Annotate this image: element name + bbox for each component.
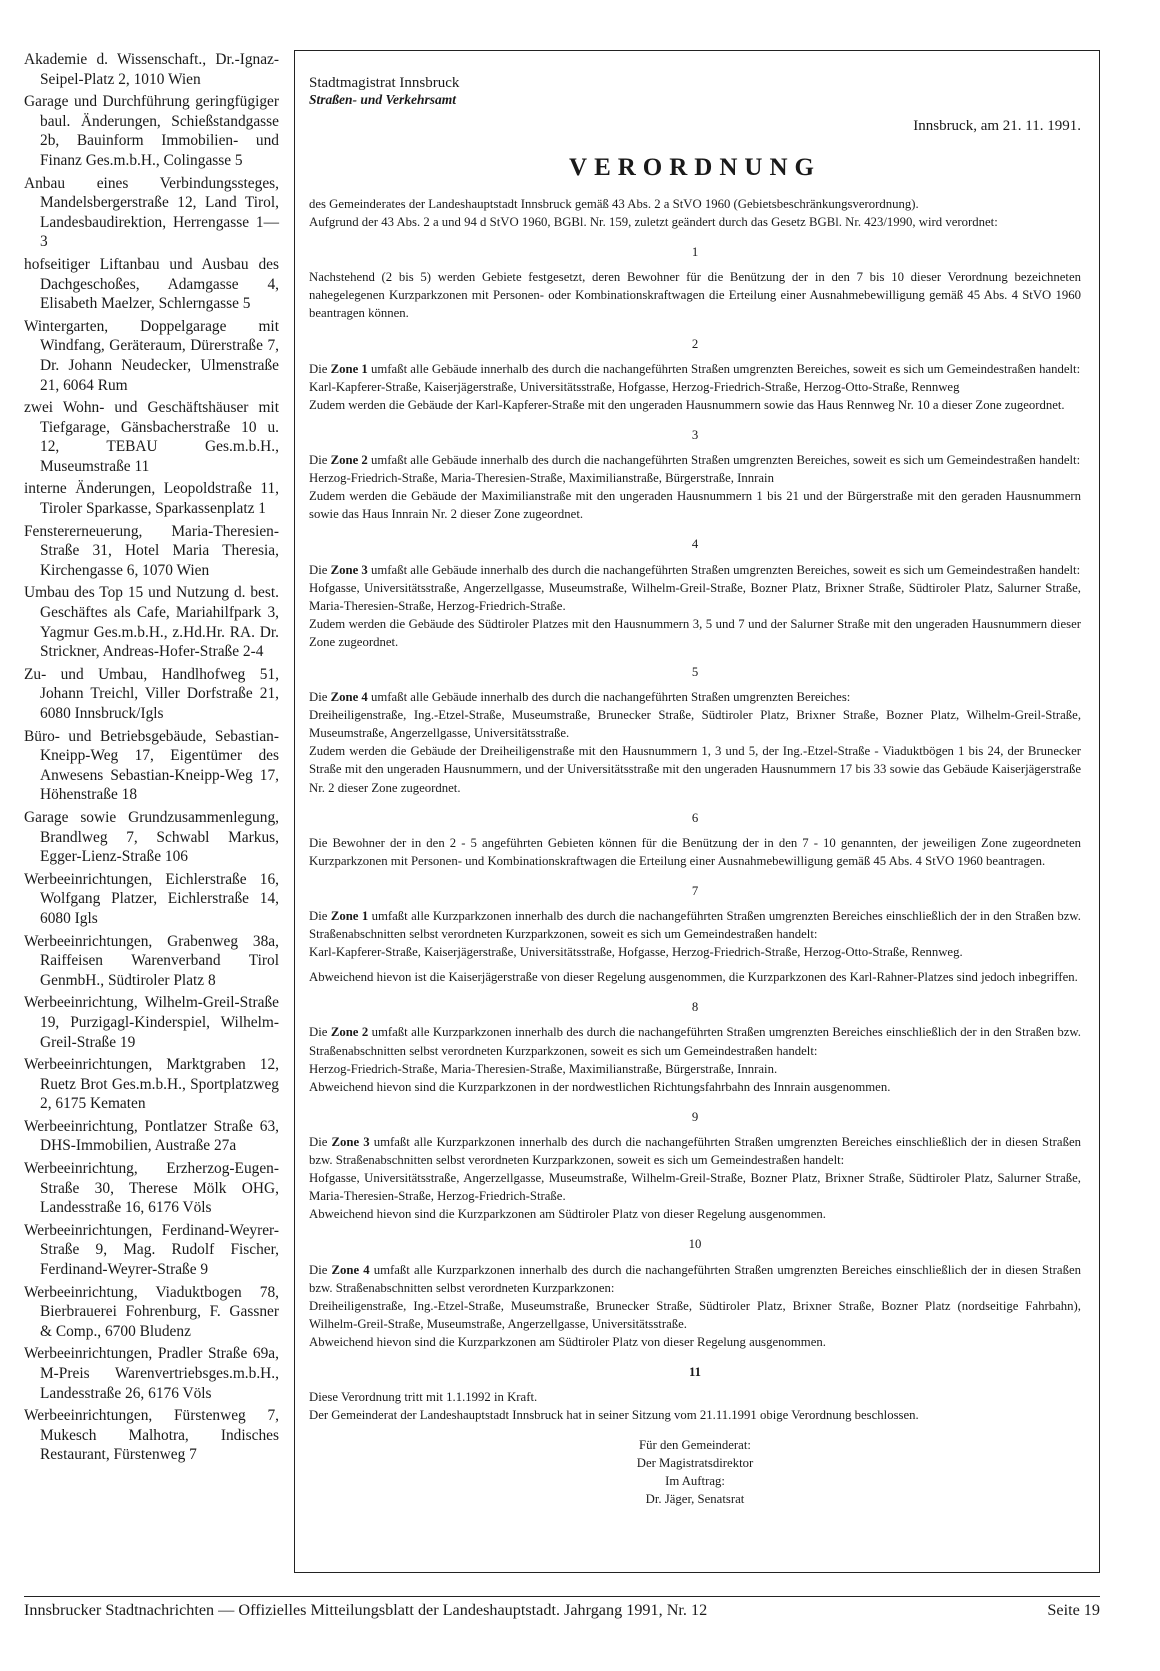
permit-entry: Fenstererneuerung, Maria-Theresien-Straße 31, Hotel Maria Theresia, Kirchengasse 6, 1070 Wien (24, 522, 279, 579)
permit-entry: Werbeeinrichtungen, Eichlerstraße 16, Wolfgang Platzer, Eichlerstraße 14, 6080 Igls (24, 870, 279, 927)
zone-label: Zone 2 (330, 1025, 369, 1040)
permit-entry: Anbau eines Verbindungssteges, Mandelsbergerstraße 12, Land Tirol, Landesbaudirektion, Herrengasse 1—3 (24, 174, 279, 251)
section-paragraph: Karl-Kapferer-Straße, Kaiserjägerstraße, Universitätsstraße, Hofgasse, Herzog-Friedrich-Straße, Herzog-Otto-Straße, Rennweg. (309, 945, 963, 960)
section-number: 6 (691, 810, 699, 825)
department: Straßen- und Verkehrsamt (309, 92, 457, 107)
section-number: 3 (691, 427, 699, 442)
permit-entry: Zu- und Umbau, Handlhofweg 51, Johann Treichl, Viller Dorfstraße 21, 6080 Innsbruck/Igls (24, 665, 279, 722)
permit-entry: Werbeeinrichtung, Pontlatzer Straße 63, DHS-Immobilien, Austraße 27a (24, 1117, 279, 1155)
section-paragraph: Die Zone 4 umfaßt alle Kurzparkzonen innerhalb des durch die nachangeführten Straßen umgrenzten Bereiches einschließlich der in diesen Straßen bzw. Straßenabschnitten selbst verordneten Kurzparkzonen: (309, 1262, 1081, 1295)
permit-entry: Werbeeinrichtungen, Ferdinand-Weyrer-Straße 9, Mag. Rudolf Fischer, Ferdinand-Weyrer-Straße 9 (24, 1221, 279, 1279)
section-paragraph: Zudem werden die Gebäude des Südtiroler Platzes mit den Hausnummern 3, 5 und 7 und der Salurner Straße mit den ungeraden Hausnummern dieser Zone zugeordnet. (309, 616, 1081, 649)
page-footer (24, 1596, 1100, 1620)
permit-entry: zwei Wohn- und Geschäftshäuser mit Tiefgarage, Gänsbacherstraße 10 u. 12, TEBAU Ges.m.b.H., Museumstraße 11 (24, 399, 279, 475)
section-number: 1 (691, 245, 699, 260)
zone-label: Zone 3 (331, 1134, 370, 1149)
authority: Stadtmagistrat Innsbruck (309, 75, 460, 91)
permit-entry: Umbau des Top 15 und Nutzung d. best. Geschäftes als Cafe, Mariahilfpark 3, Yagmur Ges.m.b.H., z.Hd.Hr. RA. Dr. Strickner, Andreas-Hofer-Straße 2-4 (24, 584, 279, 661)
section-paragraph: Hofgasse, Universitätsstraße, Angerzellgasse, Museumstraße, Wilhelm-Greil-Straße, Bozner Platz, Brixner Straße, Südtiroler Platz, Salurner Straße, Maria-Theresien-Straße, Herzog-Friedrich-Straße. (309, 1171, 1081, 1204)
signature-line: Für den Gemeinderat: (639, 1438, 751, 1453)
signature-line: Im Auftrag: (665, 1474, 725, 1489)
section-paragraph: Herzog-Friedrich-Straße, Maria-Theresien-Straße, Maximilianstraße, Bürgerstraße, Innrain. (309, 1061, 778, 1076)
permit-entry: Werbeeinrichtung, Viaduktbogen 78, Bierbrauerei Fohrenburg, F. Gassner & Comp., 6700 Bludenz (24, 1283, 279, 1340)
signature-line: Dr. Jäger, Senatsrat (645, 1492, 745, 1507)
section-number: 10 (688, 1237, 702, 1252)
section-paragraph: Karl-Kapferer-Straße, Kaiserjägerstraße, Universitätsstraße, Hofgasse, Herzog-Friedrich-Straße, Herzog-Otto-Straße, Rennweg (309, 379, 960, 394)
ordinance-box (294, 50, 1100, 1573)
section-paragraph: Die Zone 3 umfaßt alle Kurzparkzonen innerhalb des durch die nachangeführten Straßen umgrenzten Bereiches einschließlich der in diesen Straßen bzw. Straßenabschnitten selbst verordneten Kurzparkzonen, soweit es sich um Gemeindestraßen handelt: (309, 1134, 1081, 1168)
section-paragraph: Die Bewohner der in den 2 - 5 angeführten Gebieten können für die Benützung der in den 7 - 10 genannten, der jeweiligen Zone zugeordneten Kurzparkzonen mit Personen- und Kombinationskraftwagen die Erteilung einer Ausnahmebewilligung gemäß 45 Abs. 4 StVO 1960 beantragen. (309, 835, 1081, 868)
permit-entry: hofseitiger Liftanbau und Ausbau des Dachgeschoßes, Adamgasse 4, Elisabeth Maelzer, Schlerngasse 5 (24, 255, 279, 313)
section-paragraph: Herzog-Friedrich-Straße, Maria-Theresien-Straße, Maximilianstraße, Bürgerstraße, Innrain (309, 471, 774, 486)
section-number: 9 (691, 1109, 699, 1124)
zone-label: Zone 1 (330, 361, 368, 376)
section-paragraph: Abweichend hievon sind die Kurzparkzonen am Südtiroler Platz von dieser Regelung ausgenommen. (309, 1207, 826, 1222)
paragraph-gap (309, 961, 1081, 968)
permit-entry: Werbeeinrichtungen, Pradler Straße 69a, M-Preis Warenvertriebsges.m.b.H., Landesstraße 26, 6176 Völs (24, 1345, 279, 1402)
section-paragraph: Die Zone 3 umfaßt alle Gebäude innerhalb des durch die nachangeführten Straßen umgrenzten Bereiches, soweit es sich um Gemeindestraßen handelt: (309, 562, 1081, 577)
permit-entry: Werbeeinrichtung, Wilhelm-Greil-Straße 19, Purzigagl-Kinderspiel, Wilhelm-Greil-Straße 19 (24, 994, 279, 1051)
section-number: 5 (691, 664, 699, 679)
section-paragraph: Die Zone 2 umfaßt alle Gebäude innerhalb des durch die nachangeführten Straßen umgrenzten Bereiches, soweit es sich um Gemeindestraßen handelt: (309, 453, 1081, 468)
section-paragraph: Die Zone 1 umfaßt alle Gebäude innerhalb des durch die nachangeführten Straßen umgrenzten Bereiches, soweit es sich um Gemeindestraßen handelt: (309, 361, 1081, 376)
page-number: Seite 19 (1047, 1601, 1100, 1619)
ordinance-title: VERORDNUNG (569, 154, 821, 181)
permit-entry: Werbeeinrichtungen, Marktgraben 12, Ruetz Brot Ges.m.b.H., Sportplatzweg 2, 6175 Kematen (24, 1056, 279, 1113)
permit-list (24, 50, 279, 1468)
section-paragraph: Die Zone 1 umfaßt alle Kurzparkzonen innerhalb des durch die nachangeführten Straßen umgrenzten Bereiches einschließlich der in den Straßen bzw. Straßenabschnitten selbst verordneten Kurzparkzonen, soweit es sich um Gemeindestraßen handelt: (309, 909, 1081, 942)
section-number: 11 (688, 1364, 702, 1379)
section-paragraph: Abweichend hievon ist die Kaiserjägerstraße von dieser Regelung ausgenommen, die Kurzparkzonen des Karl-Rahner-Platzes sind jedoch inbegriffen. (309, 970, 1078, 985)
permit-entry: Büro- und Betriebsgebäude, Sebastian-Kneipp-Weg 17, Eigentümer des Anwesens Sebastian-Kneipp-Weg 17, Höhenstraße 18 (24, 727, 279, 804)
publication-title: Innsbrucker Stadtnachrichten — Offizielles Mitteilungsblatt der Landeshauptstadt. Jahrgang 1991, Nr. 12 (24, 1601, 708, 1619)
section-paragraph: Abweichend hievon sind die Kurzparkzonen am Südtiroler Platz von dieser Regelung ausgenommen. (309, 1334, 826, 1349)
intro-line: des Gemeinderates der Landeshauptstadt Innsbruck gemäß 43 Abs. 2 a StVO 1960 (Gebietsbeschränkungsverordnung). (309, 197, 919, 211)
section-paragraph: Dreiheiligenstraße, Ing.-Etzel-Straße, Museumstraße, Brunecker Straße, Südtiroler Platz, Brixner Straße, Bozner Platz (nordseitige Fahrbahn), Wilhelm-Greil-Straße, Museumstraße, Angerzellgasse, Universitätsstraße. (309, 1298, 1081, 1331)
permit-entry: Werbeeinrichtungen, Fürstenweg 7, Mukesch Malhotra, Indisches Restaurant, Fürstenweg 7 (24, 1407, 279, 1464)
ordinance-sections (309, 243, 1081, 1424)
date-line: Innsbruck, am 21. 11. 1991. (913, 118, 1081, 134)
permit-entry: Garage sowie Grundzusammenlegung, Brandlweg 7, Schwabl Markus, Egger-Lienz-Straße 106 (24, 808, 279, 866)
section-paragraph: Nachstehend (2 bis 5) werden Gebiete festgesetzt, deren Bewohner für die Benützung der in den 7 bis 10 dieser Verordnung bezeichneten nahegelegenen Kurzparkzonen mit Personen- oder Kombinationskraftwagen die Erteilung einer Ausnahmebewilligung gemäß 45 Abs. 4 StVO 1960 beantragen können. (309, 270, 1081, 321)
permit-entry: interne Änderungen, Leopoldstraße 11, Tiroler Sparkasse, Sparkassenplatz 1 (24, 480, 279, 518)
permit-entry: Werbeeinrichtung, Erzherzog-Eugen-Straße 30, Therese Mölk OHG, Landesstraße 16, 6176 Völs (24, 1160, 279, 1217)
permit-entry: Akademie d. Wissenschaft., Dr.-Ignaz-Seipel-Platz 2, 1010 Wien (24, 51, 279, 88)
signature-line: Der Magistratsdirektor (636, 1456, 754, 1471)
section-number: 7 (691, 883, 699, 898)
section-paragraph: Abweichend hievon sind die Kurzparkzonen in der nordwestlichen Richtungsfahrbahn des Innrain ausgenommen. (309, 1079, 891, 1094)
zone-label: Zone 2 (330, 453, 368, 468)
section-paragraph: Die Zone 4 umfaßt alle Gebäude innerhalb des durch die nachangeführten Straßen umgrenzten Bereiches: (309, 690, 851, 705)
zone-label: Zone 3 (330, 562, 368, 577)
intro-line: Aufgrund der 43 Abs. 2 a und 94 d StVO 1960, BGBl. Nr. 159, zuletzt geändert durch das Gesetz BGBl. Nr. 423/1990, wird verordnet: (309, 215, 998, 230)
zone-label: Zone 4 (331, 1262, 370, 1277)
section-paragraph: Dreiheiligenstraße, Ing.-Etzel-Straße, Museumstraße, Brunecker Straße, Südtiroler Platz, Brixner Straße, Bozner Platz, Wilhelm-Greil-Straße, Museumstraße, Angerzellgasse, Universitätsstraße. (309, 708, 1081, 741)
section-paragraph: Hofgasse, Universitätsstraße, Angerzellgasse, Museumstraße, Wilhelm-Greil-Straße, Bozner Platz, Brixner Straße, Südtiroler Platz, Salurner Straße, Maria-Theresien-Straße, Herzog-Friedrich-Straße. (309, 580, 1081, 613)
section-number: 4 (691, 537, 699, 552)
permit-entry: Wintergarten, Doppelgarage mit Windfang, Geräteraum, Dürerstraße 7, Dr. Johann Neudecker, Ulmenstraße 21, 6064 Rum (24, 317, 279, 394)
signature-block (309, 1436, 1081, 1508)
zone-label: Zone 1 (330, 909, 369, 923)
section-paragraph: Die Zone 2 umfaßt alle Kurzparkzonen innerhalb des durch die nachangeführten Straßen umgrenzten Bereiches einschließlich der in den Straßen bzw. Straßenabschnitten selbst verordneten Kurzparkzonen, soweit es sich um Gemeindestraßen handelt: (309, 1025, 1081, 1058)
section-paragraph: Zudem werden die Gebäude der Karl-Kapferer-Straße mit den ungeraden Hausnummern sowie das Haus Rennweg Nr. 10 a dieser Zone zugeordnet. (309, 397, 1065, 412)
section-paragraph: Zudem werden die Gebäude der Maximilianstraße mit den ungeraden Hausnummern 1 bis 21 und der Bürgerstraße mit den geraden Hausnummern sowie das Haus Innrain Nr. 2 dieser Zone zugeordnet. (309, 489, 1081, 522)
section-number: 8 (691, 1000, 699, 1015)
section-paragraph: Der Gemeinderat der Landeshauptstadt Innsbruck hat in seiner Sitzung vom 21.11.1991 obige Verordnung beschlossen. (309, 1408, 919, 1423)
zone-label: Zone 4 (330, 690, 368, 705)
section-paragraph: Diese Verordnung tritt mit 1.1.1992 in Kraft. (309, 1390, 538, 1405)
section-paragraph: Zudem werden die Gebäude der Dreiheiligenstraße mit den Hausnummern 1, 3 und 5, der Ing.-Etzel-Straße - Viaduktbögen 1 bis 24, der Brunecker Straße mit den ungeraden Hausnummern, und der Universitätsstraße mit den ungeraden Hausnummern 17 bis 33 sowie das Gebäude Kaiserjägerstraße Nr. 2 dieser Zone zugeordnet. (309, 744, 1081, 795)
permit-entry: Werbeeinrichtungen, Grabenweg 38a, Raiffeisen Warenverband Tirol GenmbH., Südtiroler Platz 8 (24, 932, 279, 989)
section-number: 2 (691, 336, 699, 351)
permit-entry: Garage und Durchführung geringfügiger baul. Änderungen, Schießstandgasse 2b, Bauinform Immobilien- und Finanz Ges.m.b.H., Colingasse 5 (24, 93, 279, 169)
